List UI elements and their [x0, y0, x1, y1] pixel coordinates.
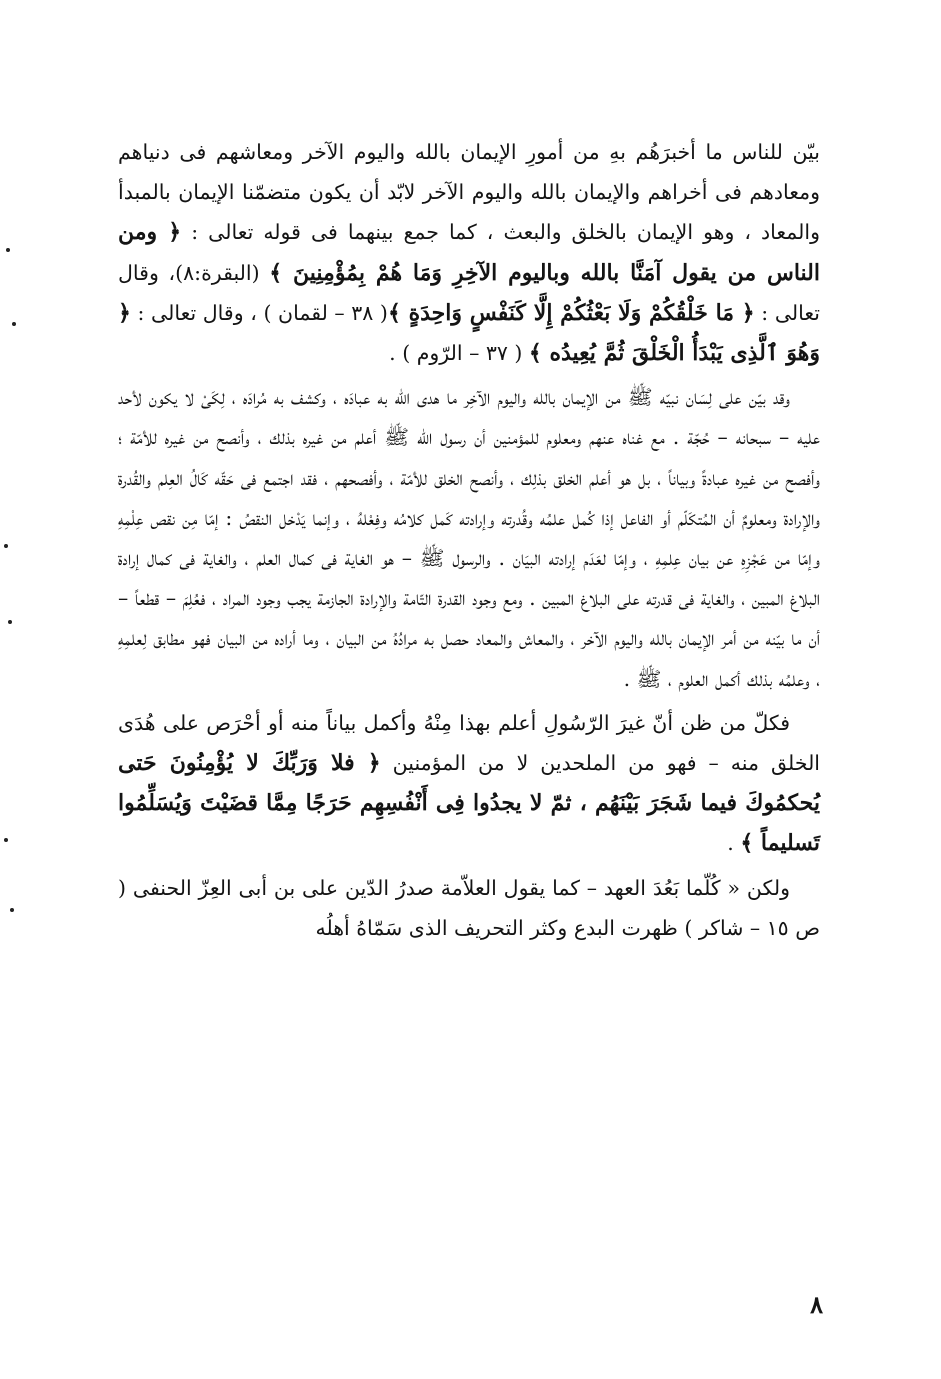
quran-verse: ﴿ ومن الناس من يقول آمَنَّا بالله وباليوم الآخِرِ وَمَا هُمْ بِمُؤْمِنِينَ ﴾: [118, 219, 820, 286]
quran-verse: ﴿ فلا وَرَبِّكَ لا يُؤْمِنُونَ حَتى يُحكمُوكَ فيما شَجَرَ بَيْنَهُم ، ثمّ لا يجدُوا فِى أَنْفُسِهِم حَرَجًا مِمَّا قضَيْتَ وَيُسَلِّمُوا تَسليماً ﴾: [118, 750, 821, 857]
paragraph-text: وقد بيّن على لِسَان نبيّه ﷺ من الإيمان بالله واليوم الآخِر ما هدى الله به عبادَه ، وكشف به مُرادَه ، لِكَىْ لا يكون لأحد عليه – سبحانه – حُجّة . مع غناه عنهم ومعلوم للمؤمنين أن رسول الله ﷺ أعلم من غيره بذلك ، وأنصح من غيره للأمّة ؛ وأفصح من غيره عبادةً وبياناً ، بل هو أعلم الخلق بذلِك ، وأنصح الخلق للأمّة ، وأفصحهم ، فقد اجتمع فى حَقّه كَالُ العِلم والقُدرة والإرادة ومعلومٌ أن المُتكَلّم أو الفاعل إذا كُمل علمُه وقُدرته وإرادته كَمل كلامُه وفِعْلهُ ، وإنما يَدْخل النقصُ : إمّا مِن نقص عِلْمِهِ وإمّا من عَجْزِهِ عن بيان عِلمِهِ ، وإمّا لعَدَم إرادته البيَان . والرسول ﷺ – هو الغاية فى كمال العلم ، والغاية فى كمال إرادة البلاغ المبين ، والغاية فى قدرته على البلاغ المبين . ومع وجود القدرة التّامة والإرادة الجازمة يجب وجود المراد ، فعُلِمَ – قطعاً – أن ما بيّنه من أمر الإيمان بالله واليوم الآخر ، والمعاش والمعاد حصل به مرادُهُ من البيان ، وما أراده من البيان فهو مطابق لِعلمِهِ ، وعلمُه بذلك أكمل العلوم ، ﷺ .: [118, 385, 820, 691]
paragraph-text: ( ٣٨ – لقمان ) ، وقال تعالى :: [130, 300, 388, 325]
paragraph-text: فكلّ من ظن أنّ غيرَ الرّسُولِ أعلم بهذا مِنْهُ وأكمل بياناً منه أو أحْرَص على هُدَى الخلق منه – فهو من الملحدين لا من المؤمنين: [118, 710, 821, 776]
margin-mark: [12, 322, 16, 326]
margin-mark: [6, 248, 10, 252]
paragraph-text: (البقرة:٨)، وقال تعالى :: [118, 260, 820, 325]
quran-verse: ﴿ وَهُوَ ٱلَّذِى يَبْدَأُ الْخَلْقَ ثُمَّ يُعِيدُه ﴾: [118, 299, 820, 367]
margin-mark: [8, 620, 12, 624]
paragraph-text: .: [727, 831, 741, 856]
margin-mark: [10, 908, 14, 912]
quran-verse: ﴿ مَا خَلْقُكُمْ وَلَا بَعْثُكُمْ إِلَّا كَنَفْسٍ وَاحِدَةٍ ﴾: [387, 299, 755, 326]
paragraph-p2: [118, 377, 820, 699]
body-text: [118, 132, 820, 948]
paragraph-p3: [118, 703, 820, 864]
paragraph-p4: [118, 868, 820, 948]
paragraph-text: ( ٣٧ – الرّوم ) .: [389, 341, 529, 366]
page-number: ٨: [810, 1290, 823, 1319]
paragraph-p1: [118, 132, 820, 373]
margin-mark: [4, 838, 8, 842]
paragraph-text: بيّن للناس ما أخبرَهُم بهِ من أمورِ الإيمان بالله واليوم الآخر ومعاشهم فى دنياهم ومعادهم فى أخراهم والإيمان بالله واليوم الآخر لابّد أن يكون متضمّنا الإيمان بالمبدأ والمعاد ، وهو الإيمان بالخلق والبعث ، كما جمع بينهما فى قوله تعالى :: [118, 140, 820, 245]
paragraph-text: ولكن « كُلّما بَعُدَ العهد – كما يقول العلاّمة صدرُ الدّين على بن أبى العِزّ الحنفى ( ص ١٥ – شاكر ) ظهرت البدع وكثر التحريف الذى سَمّاهُ أهلُه: [118, 875, 820, 940]
margin-mark: [4, 544, 8, 548]
